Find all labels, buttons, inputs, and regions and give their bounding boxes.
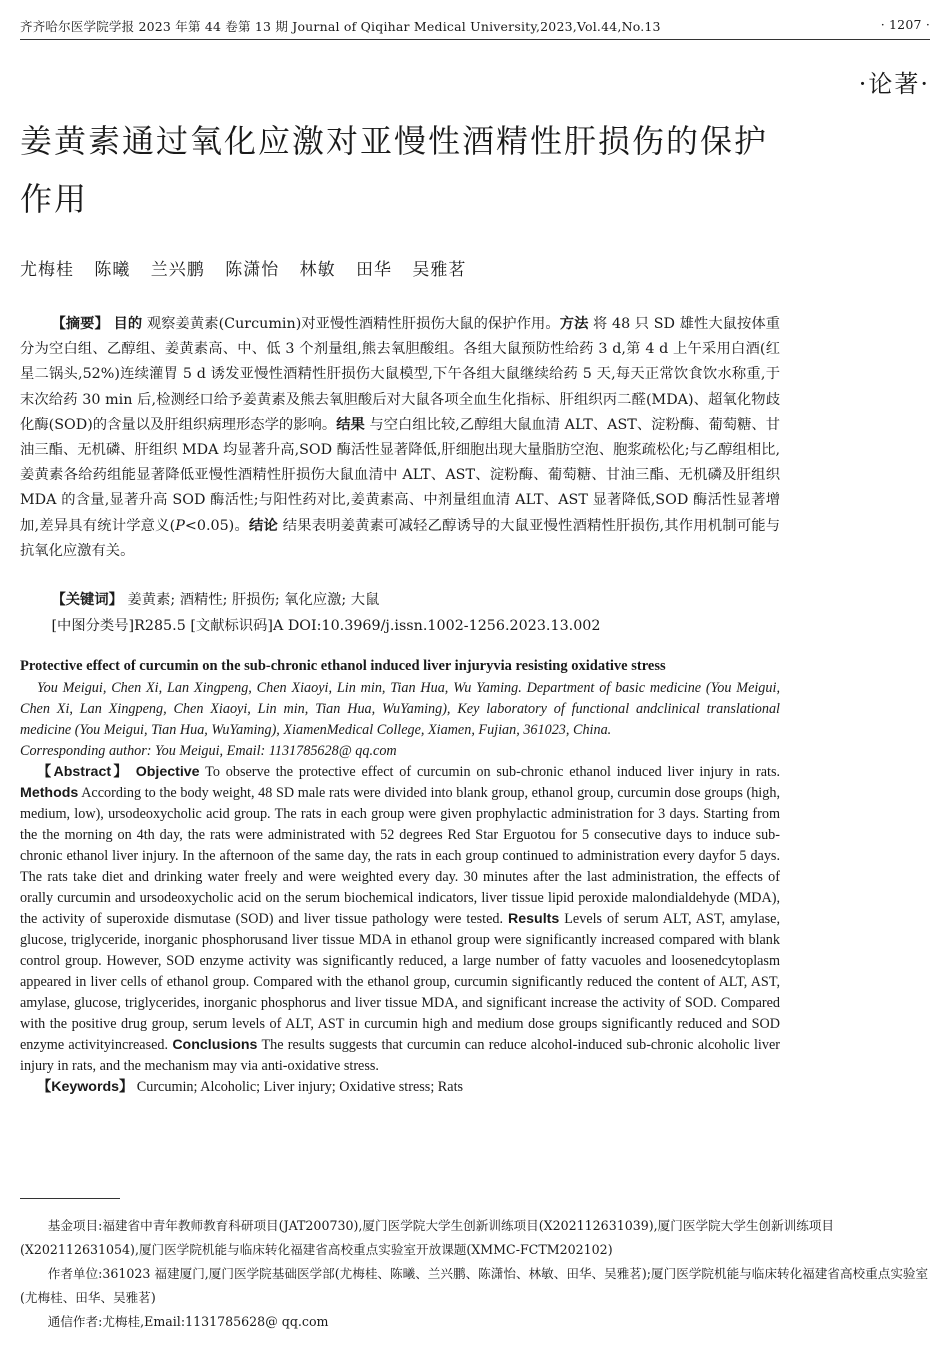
methods-text: 将 48 只 SD 雄性大鼠按体重分为空白组、乙醇组、姜黄素高、中、低 3 个剂量组,熊去氧胆酸组。各组大鼠预防性给药 3 d,第 4 d 上午采用白酒(红星二锅头,52%)连续灌胃 5 d 诱发亚慢性酒精性肝损伤大鼠模型,下午各组大鼠继续给药 5 天,每天正常饮食饮水称重,于末次给药 30 min 后,检测经口给予姜黄素及熊去氧胆酸后对大鼠各项全血生化指标、肝组织丙二醛(MDA)、超氧化物歧化酶(SOD)的含量以及肝组织病理形态学的影响。 [20, 316, 781, 433]
methods-en-label: Methods [20, 785, 79, 801]
english-authors-affiliation: You Meigui, Chen Xi, Lan Xingpeng, Chen Xiaoyi, Lin min, Tian Hua, Wu Yaming. Department of basic medicine (You Meigui, Chen Xi, Lan Xingpeng, Chen Xiaoyi, Lin min, Tian Hua, WuYaming), Key laboratory of functional andclinical translational medicine (You Meigui, Tian Hua, WuYaming), XiamenMedical College, Xiamen, Fujian, 361023, China. [20, 680, 780, 738]
author-list: 尤梅桂 陈曦 兰兴鹏 陈潇怡 林敏 田华 吴雅茗 [20, 260, 467, 280]
conclusion-label: 结论 [248, 517, 278, 534]
corresponding-author: Corresponding author: You Meigui, Email: 1131785628@ qq.com [20, 743, 397, 759]
fund-note: 基金项目:福建省中青年教师教育科研项目(JAT200730),厦门医学院大学生创新训练项目(X202112631039),厦门医学院大学生创新训练项目(X202112631054),厦门医学院机能与临床转化福建省高校重点实验室开放课题(XMMC-FCTM202102) [20, 1218, 834, 1257]
keywords-en-label: 【Keywords】 [37, 1079, 134, 1095]
objective-label: 目的 [113, 316, 143, 332]
keywords-en-text: Curcumin; Alcoholic; Liver injury; Oxidative stress; Rats [136, 1079, 464, 1095]
abstract-label: 【摘要】 [51, 316, 109, 332]
classification-line: [中图分类号]R285.5 [文献标识码]A DOI:10.3969/j.issn.1002-1256.2023.13.002 [51, 618, 601, 634]
results-en-text: Levels of serum ALT, AST, amylase, glucose, triglyceride, inorganic phosphorusand liver tissue MDA in ethanol group were significantly increased compared with blank control group. However, SOD enzyme activity was significantly reduced, a large number of fatty vacuoles and loosenedcytoplasm appeared in liver cells of ethanol group. Compared with the ethanol group, curcumin significantly reduced the content of ALT, AST, amylase, glucose, triglycerides, inorganic phosphorus and liver tissue MDA, and significant increase the activity of SOD. Compared with the positive drug group, serum levels of ALT, AST in curcumin high and medium dose groups significantly reduced and SOD enzyme activityincreased. [20, 911, 780, 1053]
p-value-end: <0.05)。 [184, 517, 249, 534]
p-value-symbol: P [175, 517, 185, 534]
section-tag: ·论著· [858, 70, 930, 98]
footnote-divider [20, 1198, 120, 1199]
conclusions-en-label: Conclusions [172, 1037, 258, 1053]
journal-citation: 齐齐哈尔医学院学报 2023 年第 44 卷第 13 期 Journal of Qiqihar Medical University,2023,Vol.44,No.13 [20, 19, 661, 34]
objective-text: 观察姜黄素(Curcumin)对亚慢性酒精性肝损伤大鼠的保护作用。 [146, 316, 560, 332]
affiliation-note: 作者单位:361023 福建厦门,厦门医学院基础医学部(尤梅桂、陈曦、兰兴鹏、陈潇怡、林敏、田华、吴雅茗);厦门医学院机能与临床转化福建省高校重点实验室(尤梅桂、田华、吴雅茗) [20, 1266, 929, 1305]
running-header [20, 17, 930, 40]
results-label: 结果 [336, 416, 365, 433]
abstract-en-label: 【Abstract】 [37, 764, 130, 780]
conclusion-text: 结果表明姜黄素可减轻乙醇诱导的大鼠亚慢性酒精性肝损伤,其作用机制可能与抗氧化应激有关。 [20, 517, 781, 559]
results-en-label: Results [508, 911, 560, 927]
objective-en-label: Objective [135, 764, 200, 780]
keywords-cn-label: 【关键词】 [51, 592, 123, 608]
footnotes [20, 1214, 932, 1334]
article-title: 姜黄素通过氧化应激对亚慢性酒精性肝损伤的保护作用 [20, 122, 769, 218]
page-number: · 1207 · [880, 17, 930, 32]
abstract-cn [20, 312, 780, 564]
keywords-cn [20, 588, 780, 613]
methods-label: 方法 [559, 316, 589, 332]
correspondence-note: 通信作者:尤梅桂,Email:1131785628@ qq.com [47, 1314, 329, 1329]
methods-en-text: According to the body weight, 48 SD male rats were divided into blank group, ethanol group, curcumin dose groups (high, medium, low), ursodeoxycholic acid group. The rats in each group were given prophylactic administration for 3 days. Starting from the the morning on 4th day, the rats were administrated with 52 degrees Red Star Erguotou for 5 consecutive days to induce sub-chronic ethanol liver injury. In the afternoon of the same day, the rats in each group continued to administration every dayfor 5 days. The rats take diet and drinking water freely and were weighted every day. 30 minutes after the last administration, the effects of orally curcumin and ursodeoxycholic acid on the serum biochemical indicators, liver tissue lipid peroxide malondialdehyde (MDA), the activity of superoxide dismutase (SOD) and liver tissue pathology were tested. [20, 785, 780, 927]
abstract-en [20, 678, 780, 1098]
results-text: 与空白组比较,乙醇组大鼠血清 ALT、AST、淀粉酶、葡萄糖、甘油三酯、无机磷、肝组织 MDA 均显著升高,SOD 酶活性显著降低,肝细胞出现大量脂肪空泡、胞浆疏松化;与乙醇组相比,姜黄素各给药组能显著降低亚慢性酒精性肝损伤大鼠血清中 ALT、AST、淀粉酶、葡萄糖、甘油三酯、无机磷及肝组织 MDA 的含量,显著升高 SOD 酶活性;与阳性药对比,姜黄素高、中剂量组血清 ALT、AST 显著降低,SOD 酶活性显著增加,差异具有统计学意义( [20, 416, 781, 534]
conclusions-en-text: The results suggests that curcumin can reduce alcohol-induced sub-chronic alcoholic liver injury in rats, and the mechanism may via anti-oxidative stress. [20, 1037, 780, 1074]
english-title: Protective effect of curcumin on the sub-chronic ethanol induced liver injuryvia resisting oxidative stress [20, 658, 666, 674]
objective-en-text: To observe the protective effect of curcumin on sub-chronic ethanol induced liver injury in rats. [205, 764, 781, 780]
keywords-cn-text: 姜黄素; 酒精性; 肝损伤; 氧化应激; 大鼠 [127, 592, 380, 608]
